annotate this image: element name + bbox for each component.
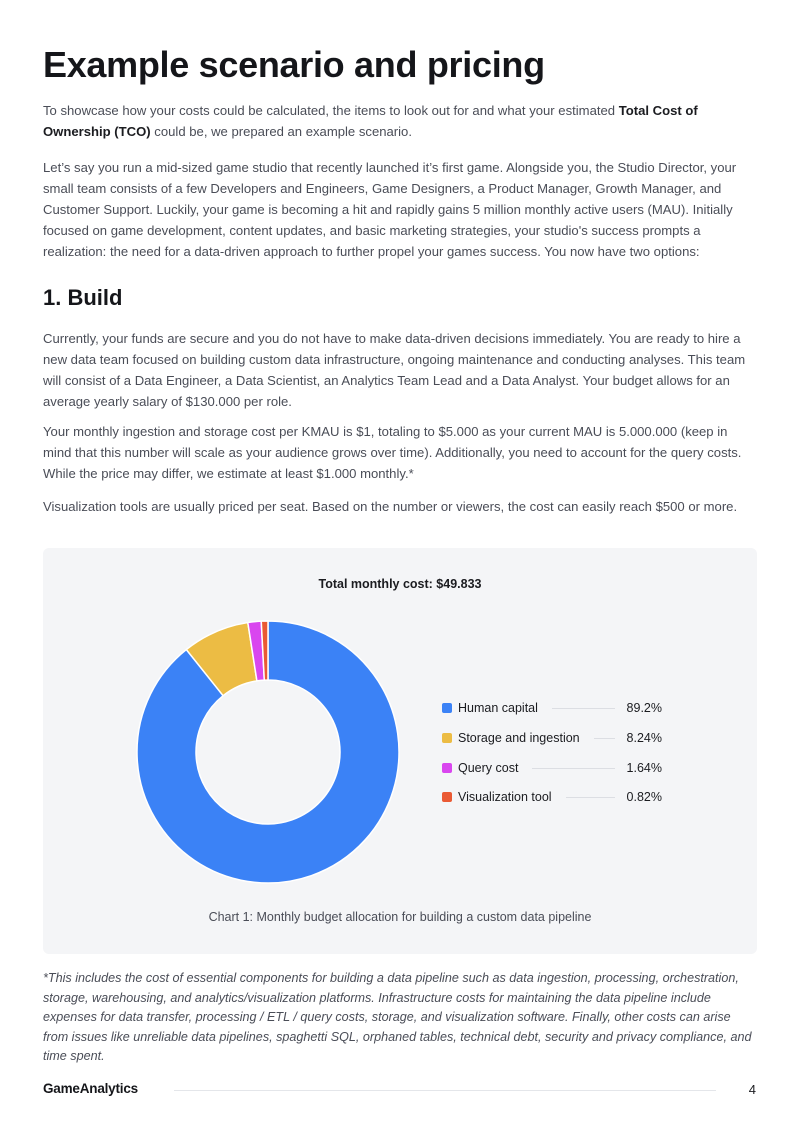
legend-value: 0.82% — [626, 790, 662, 804]
intro-paragraph-2: Let’s say you run a mid-sized game studio that recently launched it’s first game. Alongside you, the Studio Director, your small team consists of a few Developers and Engineers, Game Designers, a Product Manager, Growth Manager, and Customer Support. Luckily, your game is becoming a hit and rapidly gains 5 million monthly active users (MAU). Initially focused on game development, content updates, and basic marketing strategies, your studio's success prompts a realization: the need for a data-driven approach to further propel your games success. You now have two options: — [43, 160, 737, 259]
legend-leader-line — [594, 738, 615, 739]
intro-text-pre: To showcase how your costs could be calculated, the items to look out for and what your estimated — [43, 103, 619, 118]
build-paragraph-1: Currently, your funds are secure and you do not have to make data-driven decisions immediately. You are ready to hire a new data team focused on building custom data infrastructure, ongoing maintenance and conducting analyses. This team will consist of a Data Engineer, a Data Scientist, an Analytics Team Lead and a Data Analyst. Your budget allows for an average yearly salary of $130.000 per role. — [43, 331, 746, 409]
legend-item — [442, 698, 662, 718]
section-title-build: 1. Build — [43, 285, 123, 310]
legend-item — [442, 758, 662, 778]
page-number: 4 — [748, 1082, 756, 1097]
footer-divider — [174, 1090, 716, 1091]
build-paragraph-3: Visualization tools are usually priced per seat. Based on the number or viewers, the cost can easily reach $500 or more. — [43, 499, 738, 514]
legend-value: 8.24% — [626, 731, 662, 745]
legend-leader-line — [532, 768, 614, 769]
legend-label: Visualization tool — [458, 790, 552, 804]
legend-label: Human capital — [458, 701, 538, 715]
tco-bold-text: Total Cost of Ownership (TCO) — [43, 103, 698, 139]
chart-caption: Chart 1: Monthly budget allocation for building a custom data pipeline — [208, 910, 592, 924]
legend-item — [442, 787, 662, 807]
intro-text-post: could be, we prepared an example scenario. — [150, 124, 412, 139]
legend-item — [442, 728, 662, 748]
legend-leader-line — [552, 708, 615, 709]
legend-label: Query cost — [458, 761, 519, 775]
chart-title: Total monthly cost: $49.833 — [318, 577, 482, 591]
footnote: *This includes the cost of essential components for building a data pipeline such as data ingestion, processing, orchestration, storage, warehousing, and analytics/visualization platforms. Infrastructure costs for maintaining the data pipeline include expenses for data transfer, processing / ETL / query costs, storage, and visualization software. Finally, other costs can arise from issues like unreliable data pipelines, spaghetti SQL, orphaned tables, technical debt, security and privacy compliance, and time spent. — [43, 971, 752, 1063]
gameanalytics-logo: GameAnalytics — [43, 1081, 138, 1096]
legend-swatch — [442, 703, 452, 713]
legend-swatch — [442, 733, 452, 743]
legend-value: 89.2% — [626, 701, 662, 715]
build-paragraph-2: Your monthly ingestion and storage cost per KMAU is $1, totaling to $5.000 as your current MAU is 5.000.000 (keep in mind that this number will scale as your audience grows over time). Additionally, you need to account for the query costs. While the price may differ, we estimate at least $1.000 monthly.* — [43, 424, 742, 481]
legend-label: Storage and ingestion — [458, 731, 580, 745]
intro-paragraph-1 — [43, 100, 758, 142]
legend-value: 1.64% — [626, 761, 662, 775]
legend-swatch — [442, 792, 452, 802]
chart-panel — [43, 548, 757, 954]
legend-swatch — [442, 763, 452, 773]
legend-leader-line — [566, 797, 615, 798]
donut-chart — [136, 620, 400, 884]
page-title: Example scenario and pricing — [43, 44, 545, 85]
